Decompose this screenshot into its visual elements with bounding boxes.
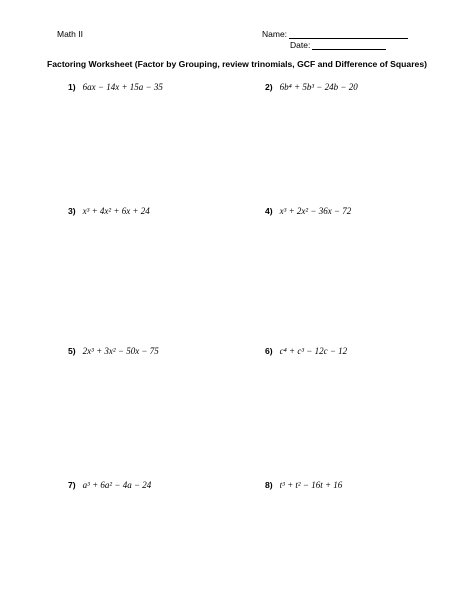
problem-number: 3) [68, 206, 76, 216]
problem-expression: 2x³ + 3x² − 50x − 75 [82, 346, 159, 356]
problem-number: 2) [265, 82, 273, 92]
name-field [262, 29, 408, 39]
problem-7 [68, 480, 151, 490]
problem-expression: 6ax − 14x + 15a − 35 [82, 82, 163, 92]
problem-number: 6) [265, 346, 273, 356]
problem-expression: c⁴ + c³ − 12c − 12 [279, 346, 348, 356]
name-label: Name: [262, 29, 288, 39]
problem-expression: a³ + 6a² − 4a − 24 [82, 480, 152, 490]
problem-6 [265, 346, 347, 356]
problem-2 [265, 82, 358, 92]
problem-1 [68, 82, 163, 92]
problem-8 [265, 480, 342, 490]
course-label: Math II [57, 29, 83, 39]
problem-number: 8) [265, 480, 273, 490]
date-field [290, 40, 386, 50]
problem-expression: x³ + 4x² + 6x + 24 [82, 206, 150, 216]
problem-5 [68, 346, 159, 356]
worksheet-title: Factoring Worksheet (Factor by Grouping, review trinomials, GCF and Difference of Squares) [47, 59, 427, 69]
date-blank [312, 40, 386, 50]
problem-number: 1) [68, 82, 76, 92]
date-label: Date: [290, 40, 311, 50]
problem-number: 7) [68, 480, 76, 490]
problem-expression: x³ + 2x² − 36x − 72 [279, 206, 352, 216]
name-blank [289, 29, 408, 39]
problem-number: 5) [68, 346, 76, 356]
problem-expression: 6b⁴ + 5b³ − 24b − 20 [279, 82, 358, 92]
problem-expression: t³ + t² − 16t + 16 [279, 480, 343, 490]
problem-3 [68, 206, 150, 216]
problem-number: 4) [265, 206, 273, 216]
problem-4 [265, 206, 351, 216]
